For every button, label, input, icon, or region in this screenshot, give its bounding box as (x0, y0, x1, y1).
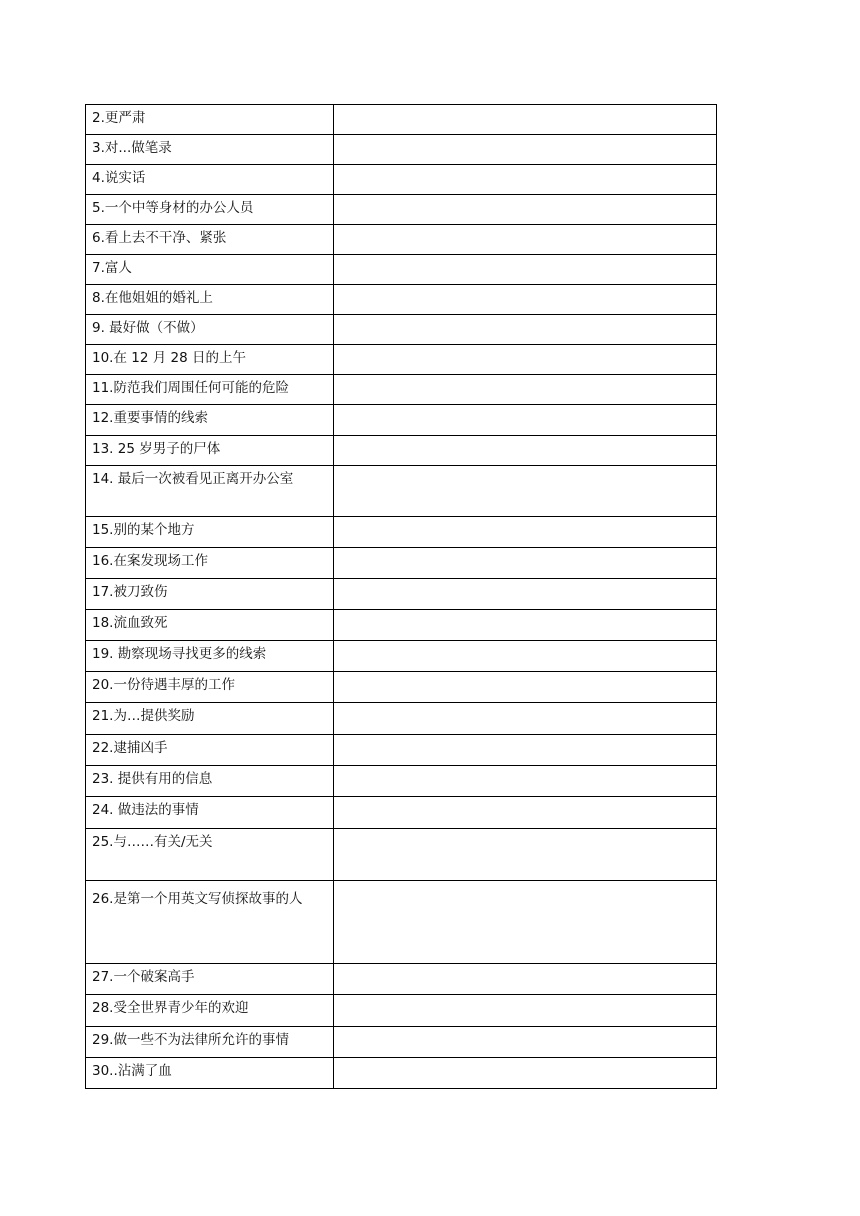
table-row (86, 105, 717, 135)
term-cell: 6.看上去不干净、紧张 (86, 225, 334, 255)
answer-cell[interactable] (334, 672, 717, 703)
term-cell: 30..沾满了血 (86, 1058, 334, 1089)
vocabulary-table-body (86, 105, 717, 1089)
answer-cell[interactable] (334, 105, 717, 135)
table-row (86, 672, 717, 703)
answer-cell[interactable] (334, 881, 717, 964)
term-cell: 21.为…提供奖励 (86, 703, 334, 735)
term-cell: 22.逮捕凶手 (86, 735, 334, 766)
table-row (86, 964, 717, 995)
table-row (86, 225, 717, 255)
term-cell: 25.与……有关/无关 (86, 829, 334, 881)
table-row (86, 766, 717, 797)
answer-cell[interactable] (334, 548, 717, 579)
answer-cell[interactable] (334, 285, 717, 315)
term-cell: 2.更严肃 (86, 105, 334, 135)
table-row (86, 1058, 717, 1089)
term-cell: 9. 最好做（不做） (86, 315, 334, 345)
term-cell: 14. 最后一次被看见正离开办公室 (86, 466, 334, 517)
term-cell: 17.被刀致伤 (86, 579, 334, 610)
table-row (86, 995, 717, 1027)
vocabulary-table (85, 104, 717, 1089)
table-row (86, 285, 717, 315)
table-row (86, 315, 717, 345)
table-row (86, 517, 717, 548)
table-row (86, 881, 717, 964)
answer-cell[interactable] (334, 797, 717, 829)
table-row (86, 466, 717, 517)
table-row (86, 165, 717, 195)
answer-cell[interactable] (334, 995, 717, 1027)
table-row (86, 579, 717, 610)
term-cell: 24. 做违法的事情 (86, 797, 334, 829)
answer-cell[interactable] (334, 1058, 717, 1089)
answer-cell[interactable] (334, 466, 717, 517)
term-cell: 13. 25 岁男子的尸体 (86, 436, 334, 466)
term-cell: 26.是第一个用英文写侦探故事的人 (86, 881, 334, 964)
answer-cell[interactable] (334, 735, 717, 766)
term-cell: 27.一个破案高手 (86, 964, 334, 995)
term-cell: 28.受全世界青少年的欢迎 (86, 995, 334, 1027)
term-cell: 12.重要事情的线索 (86, 405, 334, 436)
table-row (86, 1027, 717, 1058)
table-row (86, 735, 717, 766)
answer-cell[interactable] (334, 225, 717, 255)
answer-cell[interactable] (334, 436, 717, 466)
term-cell: 4.说实话 (86, 165, 334, 195)
term-cell: 15.别的某个地方 (86, 517, 334, 548)
term-cell: 11.防范我们周围任何可能的危险 (86, 375, 334, 405)
answer-cell[interactable] (334, 610, 717, 641)
answer-cell[interactable] (334, 165, 717, 195)
answer-cell[interactable] (334, 1027, 717, 1058)
term-cell: 5.一个中等身材的办公人员 (86, 195, 334, 225)
table-row (86, 345, 717, 375)
table-row (86, 436, 717, 466)
answer-cell[interactable] (334, 517, 717, 548)
table-row (86, 829, 717, 881)
answer-cell[interactable] (334, 135, 717, 165)
term-cell: 18.流血致死 (86, 610, 334, 641)
table-row (86, 195, 717, 225)
answer-cell[interactable] (334, 829, 717, 881)
answer-cell[interactable] (334, 405, 717, 436)
term-cell: 23. 提供有用的信息 (86, 766, 334, 797)
answer-cell[interactable] (334, 766, 717, 797)
answer-cell[interactable] (334, 195, 717, 225)
term-cell: 19. 勘察现场寻找更多的线索 (86, 641, 334, 672)
table-row (86, 641, 717, 672)
table-row (86, 703, 717, 735)
table-row (86, 797, 717, 829)
term-cell: 29.做一些不为法律所允许的事情 (86, 1027, 334, 1058)
table-row (86, 255, 717, 285)
term-cell: 8.在他姐姐的婚礼上 (86, 285, 334, 315)
term-cell: 3.对...做笔录 (86, 135, 334, 165)
term-cell: 20.一份待遇丰厚的工作 (86, 672, 334, 703)
term-cell: 10.在 12 月 28 日的上午 (86, 345, 334, 375)
table-row (86, 405, 717, 436)
table-row (86, 610, 717, 641)
answer-cell[interactable] (334, 641, 717, 672)
answer-cell[interactable] (334, 345, 717, 375)
table-row (86, 135, 717, 165)
table-row (86, 548, 717, 579)
answer-cell[interactable] (334, 375, 717, 405)
answer-cell[interactable] (334, 315, 717, 345)
term-cell: 7.富人 (86, 255, 334, 285)
answer-cell[interactable] (334, 255, 717, 285)
answer-cell[interactable] (334, 703, 717, 735)
table-row (86, 375, 717, 405)
answer-cell[interactable] (334, 579, 717, 610)
term-cell: 16.在案发现场工作 (86, 548, 334, 579)
answer-cell[interactable] (334, 964, 717, 995)
